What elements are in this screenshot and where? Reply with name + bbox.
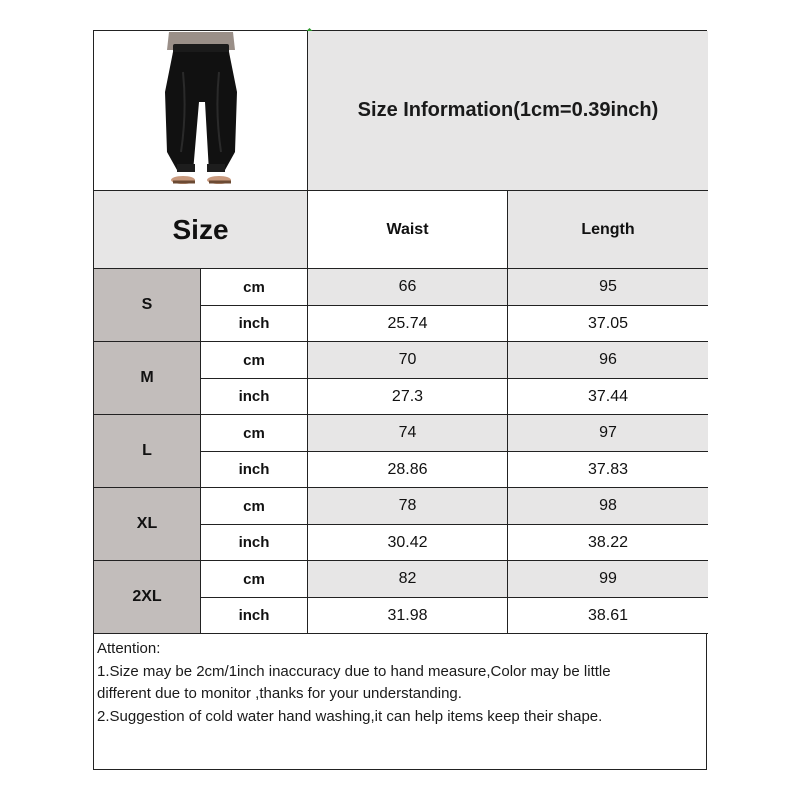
- size-chart: [93, 30, 707, 770]
- unit-label: inch: [238, 607, 270, 624]
- unit-cell: [201, 342, 308, 379]
- unit-label: cm: [243, 351, 265, 369]
- waist-value: 31.98: [387, 606, 428, 624]
- length-value: 38.22: [587, 533, 629, 551]
- length-value: 37.83: [587, 460, 629, 478]
- length-value: 38.61: [587, 606, 629, 624]
- length-cell: [508, 452, 708, 488]
- unit-label: cm: [243, 278, 265, 296]
- length-cell: [508, 342, 708, 379]
- pants-image: [121, 32, 281, 190]
- length-header: [508, 191, 708, 269]
- waist-header-label: Waist: [386, 220, 429, 238]
- unit-label: cm: [243, 570, 265, 588]
- waist-value: 74: [398, 424, 417, 441]
- size-info-title: Size Information(1cm=0.39inch): [357, 99, 659, 121]
- length-cell: [508, 598, 708, 634]
- waist-cell: [308, 342, 508, 379]
- length-header-label: Length: [581, 220, 635, 238]
- length-cell: [508, 269, 708, 306]
- waist-cell: [308, 415, 508, 452]
- unit-cell: [201, 379, 308, 415]
- waist-cell: [308, 525, 508, 561]
- product-photo: [94, 31, 308, 191]
- unit-label: inch: [238, 388, 270, 405]
- length-value: 97: [599, 424, 617, 441]
- size-label: L: [142, 442, 152, 459]
- waist-value: 82: [398, 570, 417, 587]
- unit-label: inch: [238, 315, 270, 332]
- waist-cell: [308, 488, 508, 525]
- unit-cell: [201, 269, 308, 306]
- size-cell-s: [94, 269, 201, 342]
- unit-cell: [201, 488, 308, 525]
- size-label: M: [140, 369, 154, 386]
- waist-value: 27.3: [391, 387, 424, 405]
- size-header: [94, 191, 308, 269]
- size-header-label: Size: [172, 213, 229, 245]
- size-cell-xl: [94, 488, 201, 561]
- unit-cell: [201, 452, 308, 488]
- waist-value: 66: [398, 278, 417, 295]
- length-value: 96: [599, 351, 617, 368]
- waist-value: 30.42: [387, 533, 428, 551]
- unit-label: inch: [238, 534, 270, 551]
- waist-cell: [308, 561, 508, 598]
- length-cell: [508, 415, 708, 452]
- unit-label: cm: [243, 497, 265, 515]
- waist-cell: [308, 306, 508, 342]
- unit-cell: [201, 525, 308, 561]
- length-value: 37.44: [587, 387, 629, 405]
- waist-cell: [308, 598, 508, 634]
- waist-value: 70: [398, 351, 417, 368]
- length-cell: [508, 379, 708, 415]
- length-value: 95: [599, 278, 617, 295]
- length-value: 37.05: [587, 314, 629, 332]
- length-cell: [508, 525, 708, 561]
- waist-value: 25.74: [387, 314, 428, 332]
- size-cell-l: [94, 415, 201, 488]
- waist-cell: [308, 452, 508, 488]
- length-cell: [508, 488, 708, 525]
- unit-cell: [201, 415, 308, 452]
- size-label: XL: [136, 515, 158, 532]
- attention-heading: Attention:: [97, 640, 161, 657]
- unit-label: inch: [238, 461, 270, 478]
- size-label: 2XL: [132, 588, 162, 605]
- length-value: 98: [599, 497, 617, 514]
- title-cell: [308, 31, 708, 191]
- unit-cell: [201, 306, 308, 342]
- attention-line-2: 2.Suggestion of cold water hand washing,it can help items keep their shape.: [97, 707, 603, 725]
- waist-header: [308, 191, 508, 269]
- length-cell: [508, 306, 708, 342]
- waist-value: 28.86: [387, 460, 428, 478]
- unit-cell: [201, 561, 308, 598]
- size-cell-2xl: [94, 561, 201, 634]
- size-cell-m: [94, 342, 201, 415]
- unit-label: cm: [243, 424, 265, 442]
- attention-line-1a: 1.Size may be 2cm/1inch inaccuracy due to hand measure,Color may be little: [97, 662, 611, 680]
- attention-line-1b: different due to monitor ,thanks for your understanding.: [97, 685, 462, 702]
- size-label: S: [141, 296, 153, 313]
- unit-cell: [201, 598, 308, 634]
- attention-notes: [94, 634, 706, 769]
- length-cell: [508, 561, 708, 598]
- waist-cell: [308, 379, 508, 415]
- length-value: 99: [599, 570, 617, 587]
- waist-cell: [308, 269, 508, 306]
- waist-value: 78: [398, 497, 417, 514]
